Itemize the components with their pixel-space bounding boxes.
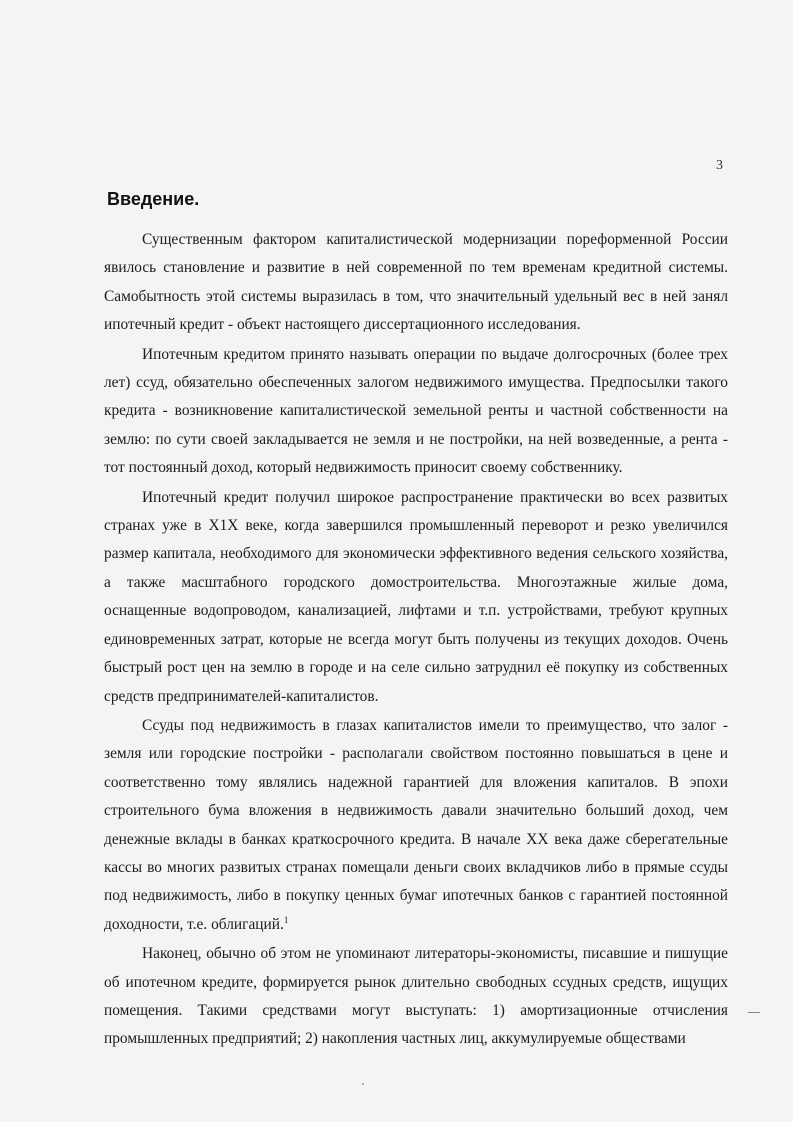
- paragraph-1: Существенным фактором капиталистической модернизации пореформенной России явилось становление и развитие в ней современной по тем временам кредитной системы. Самобытность этой системы выразилась в том, что значительный удельный вес в ней занял ипотечный кредит - объект настоящего диссертационного исследования.: [104, 231, 728, 334]
- section-heading: Введение.: [107, 189, 200, 209]
- paragraph-2: Ипотечным кредитом принято называть операции по выдаче долгосрочных (более трех лет) ссуд, обязательно обеспеченных залогом недвижимого имущества. Предпосылки такого кредита - возникновение капиталистической земельной ренты и частной собственности на землю: по сути своей закладывается не земля и не постройки, на ней возведенные, а рента - тот постоянный доход, который недвижимость приносит своему собственнику.: [104, 345, 728, 477]
- paragraph-3: Ипотечный кредит получил широкое распространение практически во всех развитых странах уже в Х1Х веке, когда завершился промышленный переворот и резко увеличился размер капитала, необходимого для экономически эффективного ведения сельского хозяйства, а также масштабного городского домостроительства. Многоэтажные жилые дома, оснащенные водопроводом, канализацией, лифтами и т.п. устройствами, требуют крупных единовременных затрат, которые не всегда могут быть получены из текущих доходов. Очень быстрый рост цен на землю в городе и на селе сильно затруднил её покупку из собственных средств предпринимателей-капиталистов.: [104, 488, 728, 705]
- paragraph-4: [104, 712, 728, 939]
- paragraph-4-text: Ссуды под недвижимость в глазах капиталистов имели то преимущество, что залог - земля или городские постройки - располагали свойством постоянно повышаться в цене и соответственно тому являлись надежной гарантией для вложения капиталов. В эпохи строительного бума вложения в недвижимость давали значительно больший доход, чем денежные вклады в банках краткосрочного кредита. В начале ХХ века даже сберегательные кассы во многих развитых странах помещали деньги своих вкладчиков либо в прямые ссуды под недвижимость, либо в покупку ценных бумаг ипотечных банков с гарантией постоянной доходности, т.е. облигаций.: [104, 716, 728, 933]
- paragraph-5: Наконец, обычно об этом не упоминают литераторы-экономисты, писавшие и пишущие об ипотечном кредите, формируется рынок длительно свободных ссудных средств, ищущих помещения. Такими средствами могут выступать: 1) амортизационные отчисления промышленных предприятий; 2) накопления частных лиц, аккумулируемые обществами: [104, 945, 728, 1048]
- footnote-marker: 1: [283, 914, 289, 925]
- page-number: 3: [716, 158, 723, 173]
- scan-artifact-dash: [748, 1012, 760, 1013]
- scan-artifact-dot: [362, 1083, 364, 1085]
- body-text: [104, 226, 728, 1054]
